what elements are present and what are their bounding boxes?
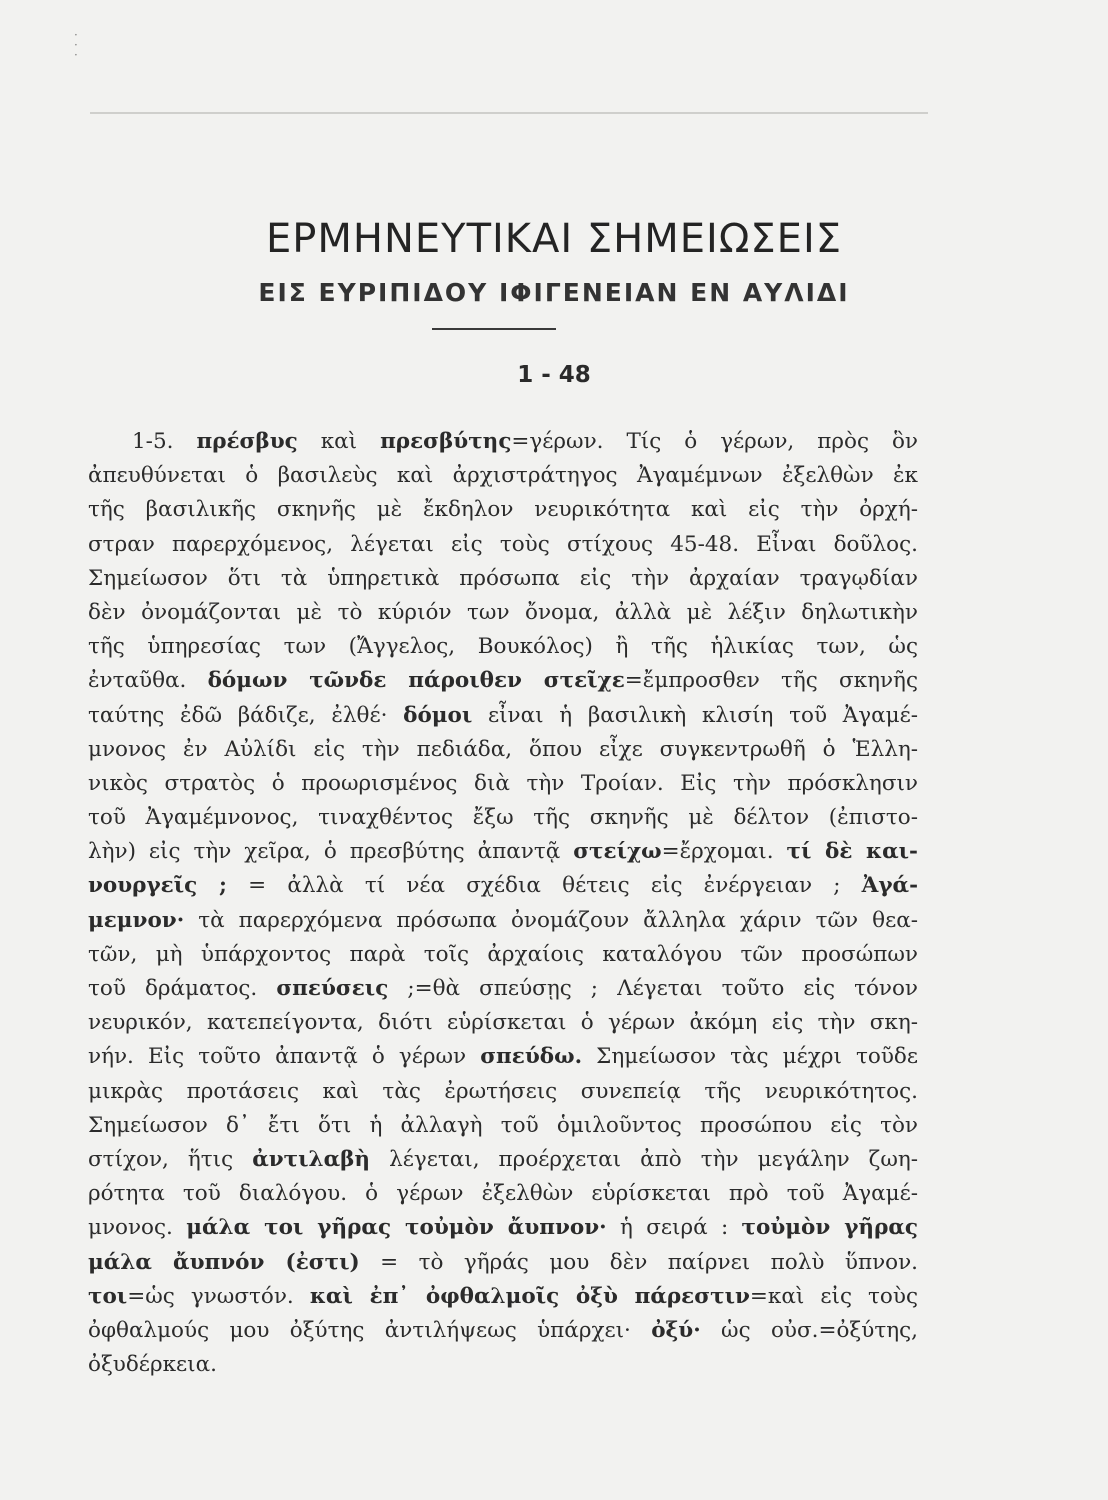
- text-run: =ὡς γνωστόν.: [127, 1283, 310, 1309]
- lemma-bold: ἀντιλαβὴ: [252, 1146, 371, 1172]
- text-run: τοῦ δράματος.: [88, 976, 277, 1001]
- text-run: ἡ σειρά :: [606, 1215, 742, 1241]
- text-run: = ἀλλὰ τί νέα σχέδια θέτεις εἰς ἐνέργειαν ;: [227, 873, 862, 899]
- margin-marks: · · ·: [74, 28, 78, 62]
- text-run: Σημείωσον δ᾽ ἔτι ὅτι ἡ ἀλλαγὴ τοῦ ὁμιλοῦντος προσώπου εἰς τὸν: [88, 1112, 918, 1138]
- lemma-bold: μάλα τοι γῆρας τοὐμὸν ἄυπνον·: [186, 1215, 607, 1241]
- lemma-bold: νουργεῖς ;: [88, 873, 227, 899]
- text-line: [88, 869, 918, 903]
- lemma-bold: ὀξύ·: [651, 1317, 701, 1343]
- page-subtitle: ΕΙΣ ΕΥΡΙΠΙΔΟΥ ΙΦΙΓΕΝΕΙΑΝ ΕΝ ΑΥΛΙΔΙ: [258, 278, 850, 307]
- text-run: ἀπευθύνεται ὁ βασιλεὺς καὶ ἀρχιστράτηγος Ἀγαμέμνων ἐξελθὼν ἐκ: [88, 463, 918, 489]
- text-line: [88, 1143, 918, 1177]
- text-line: [88, 1040, 918, 1074]
- text-run: νήν. Εἰς τοῦτο ἀπαντᾷ ὁ γέρων: [88, 1044, 481, 1070]
- text-run: τὰ παρερχόμενα πρόσωπα ὀνομάζουν ἄλληλα χάριν τῶν θεα-: [184, 907, 918, 933]
- text-run: 1-5.: [132, 429, 197, 454]
- text-line: [88, 1211, 918, 1245]
- text-line: [88, 801, 918, 835]
- bleed-through-rule: [90, 112, 928, 114]
- text-run: =γέρων. Τίς ὁ γέρων, πρὸς ὃν: [511, 429, 918, 454]
- text-line: [88, 596, 918, 630]
- bleed-through-header: [90, 78, 930, 99]
- lemma-bold: τοὐμὸν γῆρας: [741, 1215, 918, 1241]
- text-run: τῆς βασιλικῆς σκηνῆς μὲ ἔκδηλον νευρικότητα καὶ εἰς τὴν ὀρχή-: [88, 497, 918, 523]
- text-run: =ἔρχομαι.: [661, 839, 787, 865]
- text-run: Σημείωσον τὰς μέχρι τοῦδε: [582, 1044, 918, 1070]
- text-line: [88, 1246, 918, 1280]
- text-line: [88, 1075, 918, 1109]
- page-title: ΕΡΜΗΝΕΥΤΙΚΑΙ ΣΗΜΕΙΩΣΕΙΣ: [265, 216, 843, 262]
- text-run: ταύτης ἐδῶ βάδιζε, ἐλθέ·: [88, 702, 404, 728]
- text-run: στίχον, ἥτις: [88, 1146, 253, 1172]
- text-line: [88, 528, 918, 562]
- text-line: [88, 630, 918, 664]
- lemma-bold: πρέσβυς: [196, 429, 298, 454]
- text-line: [88, 493, 918, 527]
- text-run: ὀφθαλμούς μου ὀξύτης ἀντιλήψεως ὑπάρχει·: [88, 1317, 652, 1343]
- text-run: δὲν ὀνομάζονται μὲ τὸ κύριόν των ὄνομα, ἀλλὰ μὲ λέξιν δηλωτικὴν: [88, 599, 918, 625]
- text-run: ὡς οὐσ.=ὀξύτης,: [700, 1317, 918, 1343]
- text-line: [88, 733, 918, 767]
- text-run: καὶ: [297, 429, 381, 454]
- text-line: [88, 1314, 918, 1348]
- lemma-bold: σπεύσεις: [276, 976, 389, 1001]
- text-run: τῶν, μὴ ὑπάρχοντος παρὰ τοῖς ἀρχαίοις καταλόγου τῶν προσώπων: [88, 941, 918, 967]
- text-run: =καὶ εἰς τοὺς: [749, 1283, 918, 1309]
- lemma-bold: Ἀγά-: [861, 873, 918, 899]
- text-run: =ἔμπροσθεν τῆς σκηνῆς: [624, 668, 918, 694]
- text-line: [88, 835, 918, 869]
- text-run: μικρὰς προτάσεις καὶ τὰς ἐρωτήσεις συνεπείᾳ τῆς νευρικότητος.: [88, 1078, 918, 1104]
- text-run: ;=θὰ σπεύσῃς ; Λέγεται τοῦτο εἰς τόνον: [388, 976, 918, 1001]
- text-run: μνονος.: [88, 1215, 187, 1241]
- text-line: [88, 425, 918, 459]
- text-line: [88, 904, 918, 938]
- text-line: [88, 1006, 918, 1040]
- text-run: τοῦ Ἀγαμέμνονος, τιναχθέντος ἔξω τῆς σκηνῆς μὲ δέλτον (ἐπιστο-: [88, 805, 918, 831]
- text-run: εἶναι ἡ βασιλικὴ κλισίη τοῦ Ἀγαμέ-: [472, 702, 918, 728]
- lemma-bold: μεμνον·: [88, 907, 185, 933]
- text-run: Σημείωσον ὅτι τὰ ὑπηρετικὰ πρόσωπα εἰς τὴν ἀρχαίαν τραγῳδίαν: [88, 565, 918, 591]
- text-line: [88, 664, 918, 698]
- text-run: νευρικόν, κατεπείγοντα, διότι εὑρίσκεται ὁ γέρων ἀκόμη εἰς τὴν σκη-: [88, 1010, 918, 1036]
- lemma-bold: δόμων τῶνδε πάροιθεν στεῖχε: [207, 668, 625, 694]
- title-divider: [432, 328, 556, 330]
- text-run: λέγεται, προέρχεται ἀπὸ τὴν μεγάλην ζωη-: [370, 1146, 918, 1172]
- text-run: λὴν) εἰς τὴν χεῖρα, ὁ πρεσβύτης ἀπαντᾷ: [88, 839, 574, 865]
- lemma-bold: καὶ ἐπ᾽ ὀφθαλμοῖς ὀξὺ πάρεστιν: [309, 1283, 750, 1309]
- text-run: ἐνταῦθα.: [88, 668, 208, 694]
- text-line: [88, 1109, 918, 1143]
- text-run: μνονος ἐν Αὐλίδι εἰς τὴν πεδιάδα, ὅπου εἶχε συγκεντρωθῆ ὁ Ἑλλη-: [88, 736, 918, 762]
- text-line: [88, 938, 918, 972]
- lemma-bold: πρεσβύτης: [380, 429, 512, 454]
- text-line: [88, 699, 918, 733]
- text-line: [88, 1280, 918, 1314]
- text-run: στραν παρερχόμενος, λέγεται εἰς τοὺς στίχους 45-48. Εἶναι δοῦλος.: [88, 531, 918, 557]
- lemma-bold: τί δὲ και-: [786, 839, 918, 865]
- text-line: [88, 562, 918, 596]
- text-run: τῆς ὑπηρεσίας των (Ἄγγελος, Βουκόλος) ἢ τῆς ἡλικίας των, ὡς: [88, 634, 918, 660]
- lemma-bold: σπεύδω.: [480, 1044, 583, 1070]
- text-run: ρότητα τοῦ διαλόγου. ὁ γέρων ἐξελθὼν εὑρίσκεται πρὸ τοῦ Ἀγαμέ-: [88, 1181, 918, 1207]
- text-run: ὀξυδέρκεια.: [88, 1352, 217, 1378]
- section-number: 1 - 48: [517, 362, 591, 388]
- text-line: [88, 972, 918, 1006]
- text-run: = τὸ γῆράς μου δὲν παίρνει πολὺ ὕπνον.: [359, 1249, 918, 1275]
- text-line: [88, 1348, 918, 1382]
- text-run: νικὸς στρατὸς ὁ προωρισμένος διὰ τὴν Τροίαν. Εἰς τὴν πρόσκλησιν: [88, 770, 918, 796]
- lemma-bold: στείχω: [573, 839, 662, 865]
- lemma-bold: τοι: [88, 1283, 128, 1309]
- text-line: [88, 767, 918, 801]
- lemma-bold: δόμοι: [403, 702, 473, 728]
- lemma-bold: μάλα ἄυπνόν (ἐστι): [88, 1249, 360, 1275]
- text-line: [88, 459, 918, 493]
- commentary-body: [88, 425, 918, 1382]
- text-line: [88, 1177, 918, 1211]
